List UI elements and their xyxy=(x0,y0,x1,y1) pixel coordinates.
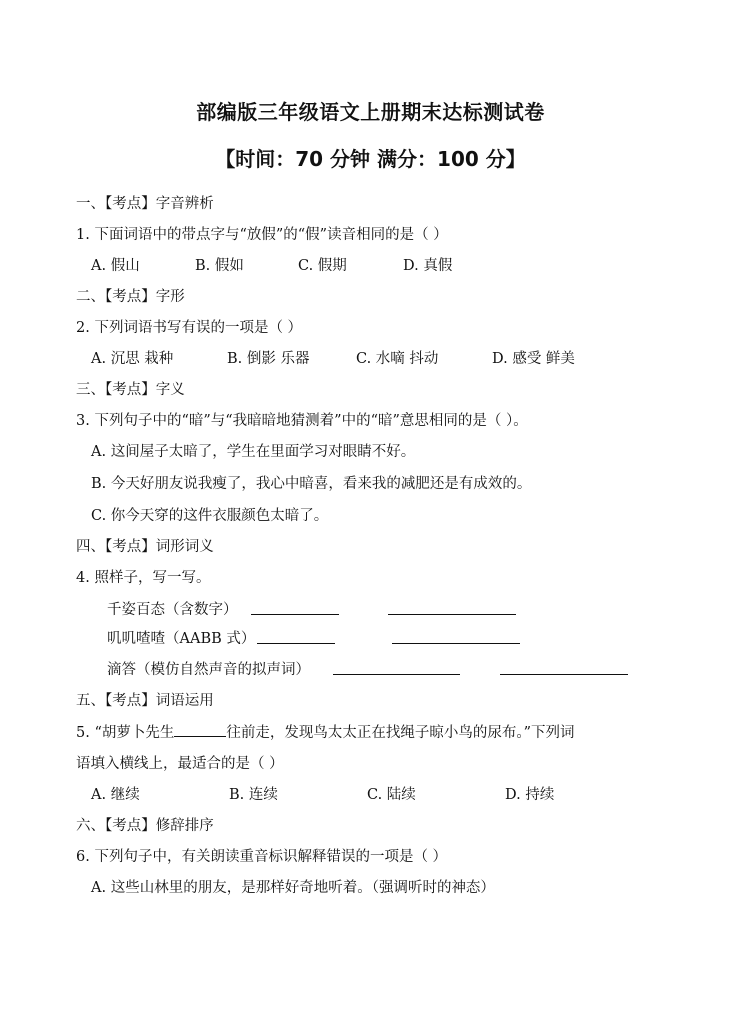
time-score-info: 【时间：70 分钟 满分：100 分】 xyxy=(215,147,526,171)
question-2: 2. 下列词语书写有误的一项是（ ） xyxy=(76,320,303,336)
q1-option-a: A. 假山 xyxy=(91,258,140,274)
question-5 xyxy=(76,722,575,743)
question-6: 6. 下列句子中，有关朗读重音标识解释错误的一项是（ ） xyxy=(76,849,448,865)
section-heading-6: 六、【考点】修辞排序 xyxy=(76,818,214,834)
q5-option-b: B. 连续 xyxy=(229,787,278,803)
q5-text-start: 5. “胡萝卜先生 xyxy=(76,725,175,741)
q5-option-a: A. 继续 xyxy=(91,787,140,803)
q3-option-a: A. 这间屋子太暗了，学生在里面学习对眼睛不好。 xyxy=(91,444,416,460)
answer-blank xyxy=(500,674,628,675)
question-1: 1. 下面词语中的带点字与“放假”的“假”读音相同的是（ ） xyxy=(76,227,448,243)
q5-option-d: D. 持续 xyxy=(505,787,555,803)
q6-option-a: A. 这些山林里的朋友，是那样好奇地听着。（强调听时的神态） xyxy=(91,880,495,896)
q4-item-3: 滴答（模仿自然声音的拟声词） xyxy=(107,662,310,678)
q2-option-a: A. 沉思 栽种 xyxy=(91,351,174,367)
answer-blank xyxy=(174,722,226,737)
q5-option-c: C. 陆续 xyxy=(367,787,416,803)
q5-text-end: 往前走，发现鸟太太正在找绳子晾小鸟的尿布。”下列词 xyxy=(226,725,575,741)
question-4: 4. 照样子，写一写。 xyxy=(76,570,211,586)
section-heading-1: 一、【考点】字音辨析 xyxy=(76,196,214,212)
q4-item-1: 千姿百态（含数字） xyxy=(107,602,238,618)
q3-option-c: C. 你今天穿的这件衣服颜色太暗了。 xyxy=(91,508,329,524)
q2-option-d: D. 感受 鲜美 xyxy=(492,351,575,367)
q1-option-b: B. 假如 xyxy=(195,258,244,274)
answer-blank xyxy=(257,643,335,644)
q2-option-b: B. 倒影 乐器 xyxy=(227,351,310,367)
page-title: 部编版三年级语文上册期末达标测试卷 xyxy=(196,100,545,124)
answer-blank xyxy=(392,643,520,644)
section-heading-3: 三、【考点】字义 xyxy=(76,382,185,398)
q1-option-c: C. 假期 xyxy=(298,258,347,274)
answer-blank xyxy=(333,674,460,675)
question-5-continued: 语填入横线上，最适合的是（ ） xyxy=(76,756,284,772)
question-3: 3. 下列句子中的“暗”与“我暗暗地猜测着”中的“暗”意思相同的是（ ）。 xyxy=(76,413,528,429)
section-heading-5: 五、【考点】词语运用 xyxy=(76,693,214,709)
section-heading-2: 二、【考点】字形 xyxy=(76,289,185,305)
q3-option-b: B. 今天好朋友说我瘦了，我心中暗喜，看来我的减肥还是有成效的。 xyxy=(91,476,532,492)
answer-blank xyxy=(251,614,339,615)
q4-item-2: 叽叽喳喳（AABB 式） xyxy=(107,631,256,647)
q2-option-c: C. 水嘀 抖动 xyxy=(356,351,439,367)
q1-option-d: D. 真假 xyxy=(403,258,453,274)
section-heading-4: 四、【考点】词形词义 xyxy=(76,539,214,555)
answer-blank xyxy=(388,614,516,615)
